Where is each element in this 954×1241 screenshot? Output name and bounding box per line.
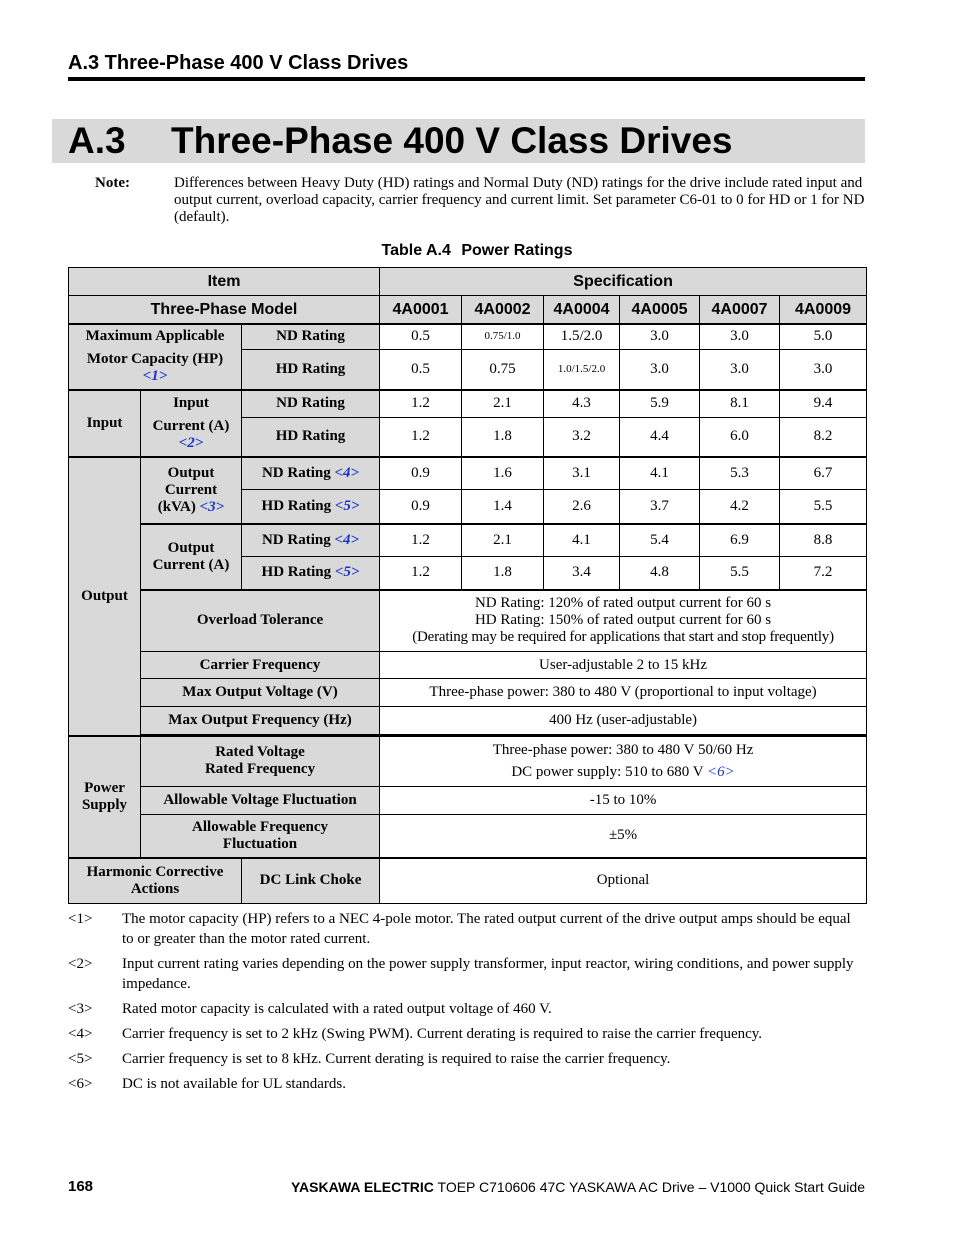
footnote-text: DC is not available for UL standards. [122, 1076, 346, 1092]
value-cell: 2.1 [462, 390, 544, 418]
footer-brand: YASKAWA ELECTRIC [291, 1179, 434, 1195]
value-cell: 0.9 [380, 490, 462, 524]
rated-value-line1: Three-phase power: 380 to 480 V 50/60 Hz [492, 741, 754, 758]
value-cell: 3.0 [620, 350, 700, 390]
footnote-ref-5[interactable]: <5> [334, 564, 360, 581]
value-cell: 5.5 [700, 557, 780, 590]
footnote [68, 1049, 866, 1069]
overload-label: Overload Tolerance [141, 590, 380, 652]
model-label: Three-Phase Model [69, 296, 380, 324]
footer-doc: TOEP C710606 47C YASKAWA AC Drive – V1000 Quick Start Guide [437, 1179, 865, 1195]
table-caption-title: Power Ratings [461, 242, 573, 259]
frequency-fluctuation-row [69, 814, 867, 858]
value-cell: 1.8 [462, 557, 544, 590]
rated-value-line2: DC power supply: 510 to 680 V [511, 763, 704, 780]
footnote-ref-3[interactable]: <3> [199, 498, 225, 515]
input-nd-label: ND Rating [242, 390, 380, 418]
dc-link-choke-label: DC Link Choke [242, 858, 380, 903]
rated-label-line1: Rated Voltage [215, 744, 305, 761]
value-cell: 1.2 [380, 557, 462, 590]
footnote-ref-1[interactable]: <1> [142, 368, 168, 384]
input-current-label [141, 390, 242, 457]
motor-capacity-label [69, 324, 242, 390]
value-cell: 5.3 [700, 457, 780, 490]
footnote-text: The motor capacity (HP) refers to a NEC 4-pole motor. The rated output current of the drive output amps should be equal to or greater than the motor rated current. [122, 911, 851, 947]
model-cell: 4A0007 [700, 296, 780, 324]
rated-row [69, 736, 867, 786]
harmonic-value: Optional [380, 858, 867, 903]
model-cell: 4A0002 [462, 296, 544, 324]
motor-capacity-line1: Maximum Applicable [85, 328, 225, 344]
header-item: Item [69, 268, 380, 296]
value-cell: 5.9 [620, 390, 700, 418]
power-supply-line2: Supply [81, 797, 128, 813]
voltage-fluctuation-row [69, 786, 867, 814]
footnote [68, 909, 866, 949]
rated-label-line2: Rated Frequency [204, 761, 316, 778]
running-header: A.3 Three-Phase 400 V Class Drives [68, 52, 409, 74]
value-cell: 4.1 [620, 457, 700, 490]
header-specification: Specification [380, 268, 867, 296]
input-group-label: Input [69, 390, 141, 457]
value-cell: 3.4 [544, 557, 620, 590]
value-cell: 0.5 [380, 350, 462, 390]
footnote-ref-2[interactable]: <2> [178, 434, 204, 451]
footnote [68, 954, 866, 994]
overload-line: (Derating may be required for applications that start and stop frequently) [412, 629, 834, 646]
input-current-line2: Current (A) [152, 417, 230, 434]
output-amp-line1: Output [167, 539, 215, 556]
harmonic-row [69, 858, 867, 903]
footnote-mark: <6> [68, 1076, 93, 1092]
harmonic-label-line2: Actions [130, 880, 180, 897]
value-cell: 4.3 [544, 390, 620, 418]
value-cell: 5.0 [780, 324, 867, 350]
output-kva-nd-label-cell [242, 457, 380, 490]
motor-hd-label: HD Rating [242, 350, 380, 390]
frequency-fluctuation-line2: Fluctuation [222, 835, 298, 852]
model-cell: 4A0005 [620, 296, 700, 324]
output-amp-nd-row [69, 524, 867, 557]
frequency-fluctuation-value: ±5% [380, 814, 867, 858]
footnote-mark: <4> [68, 1026, 93, 1042]
output-kva-hd-label-cell [242, 490, 380, 524]
footnote-mark: <5> [68, 1051, 93, 1067]
output-kva-hd-label: HD Rating [261, 497, 332, 514]
table-caption [0, 242, 954, 260]
harmonic-label [69, 858, 242, 903]
footnote-mark: <2> [68, 956, 93, 972]
footnote-mark: <1> [68, 911, 93, 927]
power-ratings-table [68, 267, 867, 904]
footnote [68, 999, 866, 1019]
model-row [69, 296, 867, 324]
model-cell: 4A0004 [544, 296, 620, 324]
overload-line: HD Rating: 150% of rated output current for 60 s [474, 612, 772, 629]
value-cell: 1.2 [380, 418, 462, 457]
value-cell: 1.8 [462, 418, 544, 457]
footnote-ref-5[interactable]: <5> [334, 497, 360, 514]
value-cell: 2.6 [544, 490, 620, 524]
value-cell: 0.5 [380, 324, 462, 350]
value-cell: 3.0 [780, 350, 867, 390]
value-cell: 8.8 [780, 524, 867, 557]
footnote-ref-4[interactable]: <4> [334, 464, 360, 481]
value-cell: 5.5 [780, 490, 867, 524]
output-amp-line2: Current (A) [152, 556, 230, 573]
table-header-row [69, 268, 867, 296]
section-number: A.3 [68, 120, 126, 161]
note-text: Differences between Heavy Duty (HD) ratings and Normal Duty (ND) ratings for the drive include rated input and output current, overload capacity, carrier frequency and current limit. Set parameter C6-01 to 0 for HD or 1 for ND (default). [174, 175, 865, 225]
value-cell: 0.75 [462, 350, 544, 390]
output-amp-hd-label: HD Rating [261, 564, 332, 581]
value-cell: 6.0 [700, 418, 780, 457]
value-cell: 5.4 [620, 524, 700, 557]
rated-value [380, 736, 867, 786]
output-amp-nd-label-cell [242, 524, 380, 557]
value-cell: 3.0 [700, 324, 780, 350]
output-kva-label [141, 457, 242, 524]
table-caption-label: Table A.4 [381, 242, 451, 259]
value-cell: 1.5/2.0 [544, 324, 620, 350]
power-supply-line1: Power [84, 780, 125, 796]
input-hd-label: HD Rating [242, 418, 380, 457]
motor-nd-label: ND Rating [242, 324, 380, 350]
overload-row [69, 590, 867, 652]
harmonic-label-line1: Harmonic Corrective [86, 863, 224, 880]
value-cell: 6.7 [780, 457, 867, 490]
overload-line: ND Rating: 120% of rated output current for 60 s [474, 595, 772, 612]
value-cell: 3.0 [620, 324, 700, 350]
max-voltage-value: Three-phase power: 380 to 480 V (proportional to input voltage) [380, 679, 867, 707]
max-frequency-value: 400 Hz (user-adjustable) [380, 707, 867, 735]
input-nd-row [69, 390, 867, 418]
output-amp-label [141, 524, 242, 590]
value-cell: 8.2 [780, 418, 867, 457]
value-cell: 1.0/1.5/2.0 [544, 350, 620, 390]
value-cell: 1.4 [462, 490, 544, 524]
value-cell: 4.2 [700, 490, 780, 524]
output-amp-hd-label-cell [242, 557, 380, 590]
section-title: Three-Phase 400 V Class Drives [171, 120, 733, 161]
footnote-ref-4[interactable]: <4> [334, 531, 360, 548]
value-cell: 4.4 [620, 418, 700, 457]
value-cell: 7.2 [780, 557, 867, 590]
footnote-text: Input current rating varies depending on the power supply transformer, input reactor, wiring conditions, and power supply impedance. [122, 956, 854, 992]
footnotes [68, 909, 866, 1099]
value-cell: 1.2 [380, 390, 462, 418]
power-supply-label [69, 736, 141, 858]
value-cell: 3.1 [544, 457, 620, 490]
footnote [68, 1024, 866, 1044]
motor-capacity-line2: Motor Capacity (HP) [86, 351, 224, 367]
voltage-fluctuation-value: -15 to 10% [380, 786, 867, 814]
input-current-line1: Input [173, 394, 209, 411]
footnote-text: Carrier frequency is set to 2 kHz (Swing PWM). Current derating is required to raise the carrier frequency. [122, 1026, 763, 1042]
voltage-fluctuation-label: Allowable Voltage Fluctuation [141, 786, 380, 814]
value-cell: 3.0 [700, 350, 780, 390]
model-cell: 4A0001 [380, 296, 462, 324]
value-cell: 4.8 [620, 557, 700, 590]
output-kva-line3: (kVA) [157, 498, 196, 515]
value-cell: 1.2 [380, 524, 462, 557]
value-cell: 4.1 [544, 524, 620, 557]
output-kva-line2: Current [164, 481, 218, 498]
carrier-value: User-adjustable 2 to 15 kHz [380, 652, 867, 679]
rated-label [141, 736, 380, 786]
value-cell: 3.7 [620, 490, 700, 524]
value-cell: 2.1 [462, 524, 544, 557]
model-cell: 4A0009 [780, 296, 867, 324]
value-cell: 0.9 [380, 457, 462, 490]
max-voltage-label: Max Output Voltage (V) [141, 679, 380, 707]
footnote-mark: <3> [68, 1001, 93, 1017]
carrier-row [69, 652, 867, 679]
footnote-text: Carrier frequency is set to 8 kHz. Current derating is required to raise the carrier frequency. [122, 1051, 671, 1067]
header-rule [68, 77, 865, 81]
value-cell: 9.4 [780, 390, 867, 418]
max-frequency-row [69, 707, 867, 735]
carrier-label: Carrier Frequency [141, 652, 380, 679]
footnote [68, 1074, 866, 1094]
max-voltage-row [69, 679, 867, 707]
output-kva-nd-label: ND Rating [261, 464, 331, 481]
value-cell: 6.9 [700, 524, 780, 557]
footnote-text: Rated motor capacity is calculated with a rated output voltage of 460 V. [122, 1001, 552, 1017]
note-label: Note: [95, 175, 130, 191]
max-frequency-label: Max Output Frequency (Hz) [141, 707, 380, 735]
output-amp-nd-label: ND Rating [261, 531, 331, 548]
motor-nd-row [69, 324, 867, 350]
overload-value [380, 590, 867, 652]
value-cell: 1.6 [462, 457, 544, 490]
page-number: 168 [68, 1178, 94, 1195]
frequency-fluctuation-line1: Allowable Frequency [192, 818, 328, 835]
output-kva-nd-row [69, 457, 867, 490]
page-footer [291, 1179, 865, 1195]
value-cell: 0.75/1.0 [462, 324, 544, 350]
value-cell: 8.1 [700, 390, 780, 418]
output-group-label: Output [69, 457, 141, 737]
output-kva-line1: Output [167, 464, 215, 481]
footnote-ref-6[interactable]: <6> [707, 763, 735, 780]
value-cell: 3.2 [544, 418, 620, 457]
frequency-fluctuation-label [141, 814, 380, 858]
